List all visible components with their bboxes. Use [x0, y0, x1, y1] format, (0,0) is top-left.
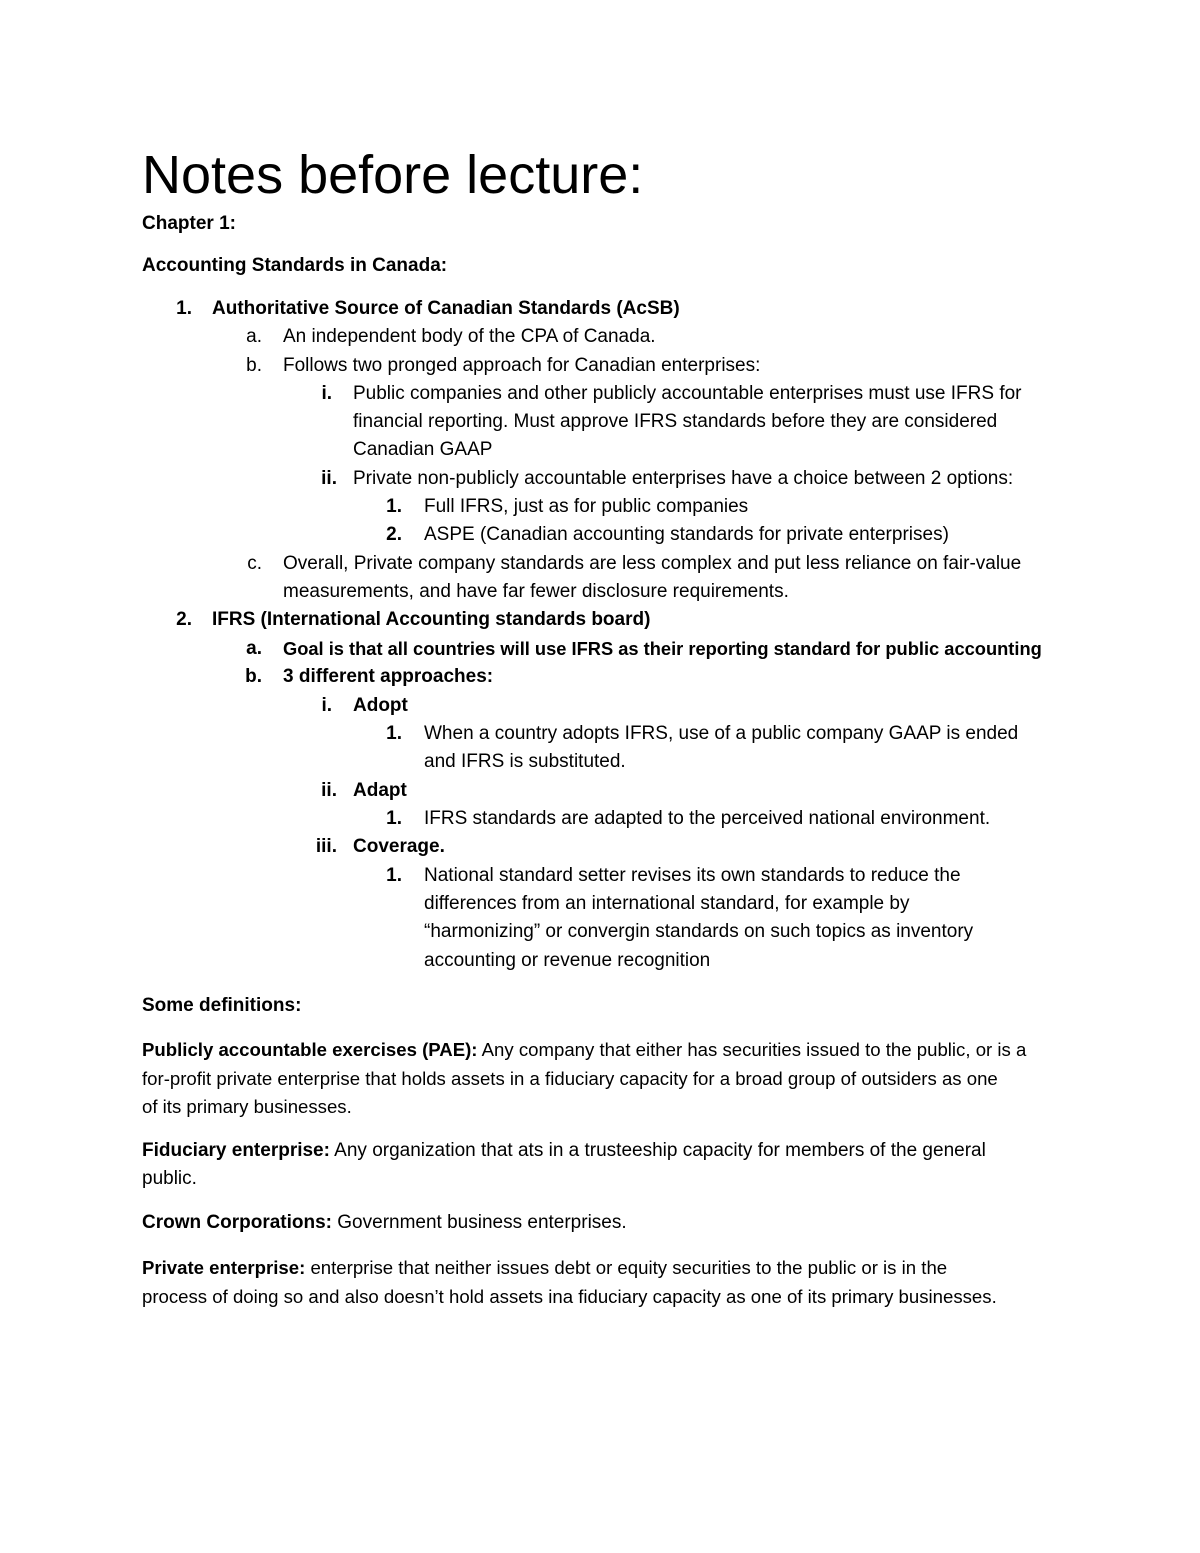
- list-item-text: accounting or revenue recognition: [424, 950, 711, 971]
- list-marker: 1.: [386, 496, 402, 517]
- list-marker: ii.: [321, 468, 337, 489]
- list-item-text: Adapt: [353, 780, 407, 801]
- list-item-text: IFRS standards are adapted to the perceived national environment.: [424, 808, 991, 829]
- list-item-text: Full IFRS, just as for public companies: [424, 496, 749, 517]
- list-marker: 1.: [386, 808, 402, 829]
- list-marker: 1.: [386, 723, 402, 744]
- definition-line: [142, 1137, 986, 1166]
- list-marker: a.: [246, 326, 262, 347]
- definition-line: [142, 1036, 1026, 1065]
- list-item-text: Coverage.: [353, 836, 445, 857]
- definition-line: [142, 1209, 627, 1238]
- page-title: Notes before lecture:: [142, 145, 644, 205]
- definition-term: Crown Corporations:: [142, 1212, 332, 1233]
- list-item-text: 3 different approaches:: [283, 666, 494, 687]
- list-marker: ii.: [321, 780, 337, 801]
- list-marker: 2.: [386, 524, 402, 545]
- list-marker: 1.: [386, 865, 402, 886]
- list-item-text: ASPE (Canadian accounting standards for private enterprises): [424, 524, 949, 545]
- definition-text: public.: [142, 1168, 197, 1189]
- list-marker: c.: [247, 553, 262, 574]
- definitions-heading: Some definitions:: [142, 995, 302, 1016]
- list-item-text: Private non-publicly accountable enterprises have a choice between 2 options:: [353, 468, 1014, 489]
- list-marker: i.: [321, 383, 332, 404]
- definition-text: Any company that either has securities issued to the public, or is a: [477, 1039, 1027, 1060]
- list-marker: b.: [245, 666, 262, 687]
- section-heading: Accounting Standards in Canada:: [142, 255, 448, 276]
- list-marker: 2.: [176, 609, 192, 630]
- list-marker: iii.: [315, 836, 337, 857]
- list-item-text: An independent body of the CPA of Canada.: [283, 326, 656, 347]
- definition-text: process of doing so and also doesn’t hold assets ina fiduciary capacity as one of its primary businesses.: [142, 1286, 997, 1307]
- definition-term: Private enterprise:: [142, 1257, 306, 1278]
- definition-term: Publicly accountable exercises (PAE):: [142, 1039, 478, 1060]
- definition-term: Fiduciary enterprise:: [142, 1140, 330, 1161]
- list-item-text: “harmonizing” or convergin standards on such topics as inventory: [424, 921, 974, 942]
- list-marker: a.: [246, 638, 262, 659]
- list-marker: b.: [246, 355, 262, 376]
- list-item-heading: IFRS (International Accounting standards board): [212, 609, 651, 630]
- list-item-text: financial reporting. Must approve IFRS standards before they are considered: [353, 411, 998, 432]
- chapter-heading: Chapter 1:: [142, 213, 236, 234]
- definition-text: enterprise that neither issues debt or equity securities to the public or is in the: [305, 1257, 948, 1278]
- list-marker: i.: [321, 695, 332, 716]
- definition-text: Government business enterprises.: [332, 1212, 627, 1233]
- list-item-text: measurements, and have far fewer disclosure requirements.: [283, 581, 789, 602]
- list-marker: 1.: [176, 298, 192, 319]
- definition-line: [142, 1254, 947, 1283]
- list-item-text: Overall, Private company standards are less complex and put less reliance on fair-value: [283, 553, 1022, 574]
- list-item-text: Goal is that all countries will use IFRS as their reporting standard for public accounting: [283, 638, 1042, 659]
- list-item-text: differences from an international standard, for example by: [424, 893, 910, 914]
- list-item-text: Public companies and other publicly accountable enterprises must use IFRS for: [353, 383, 1022, 404]
- list-item-text: When a country adopts IFRS, use of a public company GAAP is ended: [424, 723, 1019, 744]
- definition-text: Any organization that ats in a trusteeship capacity for members of the general: [329, 1140, 986, 1161]
- list-item-text: Adopt: [353, 695, 408, 716]
- list-item-heading: Authoritative Source of Canadian Standards (AcSB): [212, 298, 680, 319]
- list-item-text: National standard setter revises its own standards to reduce the: [424, 865, 961, 886]
- list-item-text: Canadian GAAP: [353, 439, 493, 460]
- list-item-text: Follows two pronged approach for Canadian enterprises:: [283, 355, 761, 376]
- list-item-text: and IFRS is substituted.: [424, 751, 626, 772]
- definition-text: of its primary businesses.: [142, 1096, 352, 1117]
- definition-text: for-profit private enterprise that holds assets in a fiduciary capacity for a broad group of outsiders as one: [142, 1068, 998, 1089]
